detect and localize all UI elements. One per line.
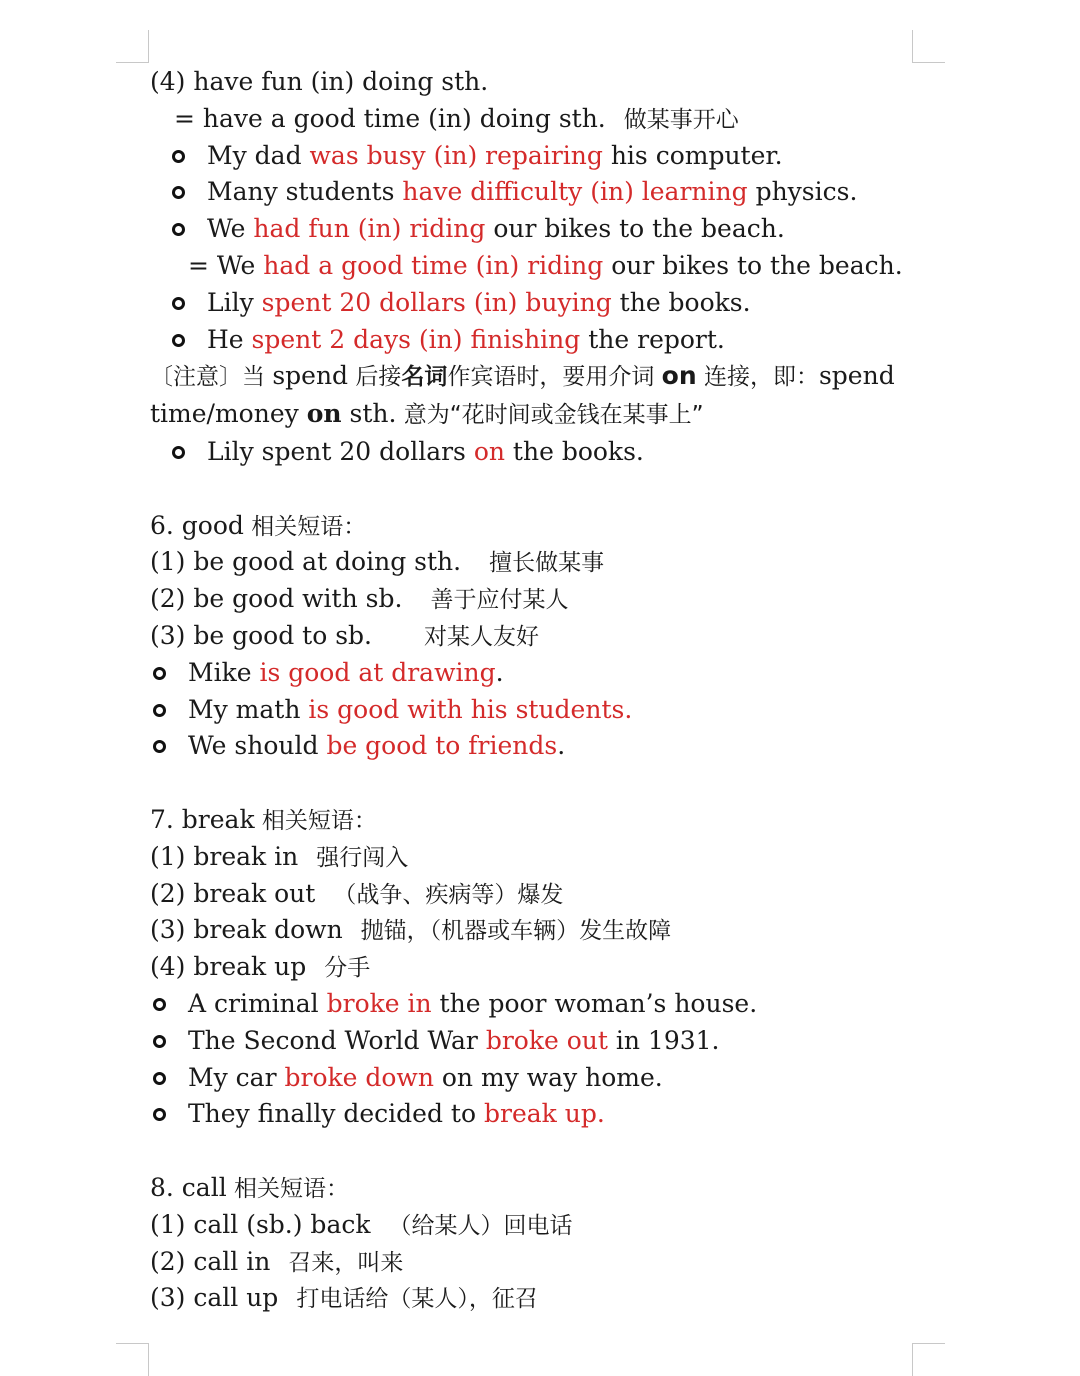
- usage-note: 〔注意〕当 spend 后接名词作宾语时，要用介词 on 连接，即：spend time/money on sth. 意为“花时间或金钱在某事上”: [150, 361, 895, 429]
- bullet-icon: [172, 150, 185, 163]
- example-sentence: The Second World War broke out in 1931.: [150, 1023, 920, 1060]
- phrase-item: (1) break in 强行闯入: [150, 841, 409, 871]
- document-body: [150, 64, 920, 1317]
- phrase-item: (1) be good at doing sth. 擅长做某事: [150, 547, 605, 577]
- example-sentence: Many students have difficulty (in) learning physics.: [150, 174, 920, 211]
- example-sentence: Lily spent 20 dollars (in) buying the books.: [150, 285, 920, 322]
- crop-mark-bottom-right: [912, 1343, 945, 1376]
- example-equivalent: = We had a good time (in) riding our bikes to the beach.: [188, 250, 903, 280]
- example-sentence: He spent 2 days (in) finishing the report.: [150, 322, 920, 359]
- bullet-icon: [153, 740, 166, 753]
- section-heading: 6. good 相关短语：: [150, 510, 367, 540]
- bullet-icon: [153, 1108, 166, 1121]
- example-sentence: My car broke down on my way home.: [150, 1060, 920, 1097]
- bullet-icon: [153, 704, 166, 717]
- crop-mark-top-left: [116, 30, 149, 63]
- bullet-icon: [172, 186, 185, 199]
- phrase-item: (4) have fun (in) doing sth.: [150, 67, 489, 96]
- phrase-item: (4) break up 分手: [150, 952, 371, 982]
- phrase-item: (3) call up 打电话给（某人），征召: [150, 1283, 538, 1313]
- phrase-equivalent: = have a good time (in) doing sth. 做某事开心: [174, 103, 739, 133]
- phrase-item: (3) be good to sb. 对某人友好: [150, 620, 539, 650]
- example-sentence: A criminal broke in the poor woman’s house.: [150, 986, 920, 1023]
- example-sentence: We had fun (in) riding our bikes to the beach.: [150, 211, 920, 248]
- example-sentence: My dad was busy (in) repairing his computer.: [150, 138, 920, 175]
- section-heading: 8. call 相关短语：: [150, 1172, 350, 1202]
- crop-mark-bottom-left: [116, 1343, 149, 1376]
- bullet-icon: [172, 334, 185, 347]
- example-sentence: My math is good with his students.: [150, 692, 920, 729]
- phrase-item: (2) break out （战争、疾病等）爆发: [150, 878, 564, 908]
- bullet-icon: [172, 297, 185, 310]
- bullet-icon: [153, 998, 166, 1011]
- example-sentence: They finally decided to break up.: [150, 1096, 920, 1133]
- crop-mark-top-right: [912, 30, 945, 63]
- phrase-item: (2) call in 召来，叫来: [150, 1246, 404, 1276]
- phrase-item: (1) call (sb.) back （给某人）回电话: [150, 1209, 573, 1239]
- bullet-icon: [172, 446, 185, 459]
- example-sentence: Mike is good at drawing.: [150, 655, 920, 692]
- phrase-item: (2) be good with sb. 善于应付某人: [150, 584, 569, 614]
- section-heading: 7. break 相关短语：: [150, 804, 377, 834]
- bullet-icon: [172, 223, 185, 236]
- phrase-item: (3) break down 抛锚，（机器或车辆）发生故障: [150, 915, 672, 945]
- bullet-icon: [153, 1035, 166, 1048]
- bullet-icon: [153, 1072, 166, 1085]
- example-sentence: Lily spent 20 dollars on the books.: [150, 434, 920, 471]
- bullet-icon: [153, 667, 166, 680]
- example-sentence: We should be good to friends.: [150, 728, 920, 765]
